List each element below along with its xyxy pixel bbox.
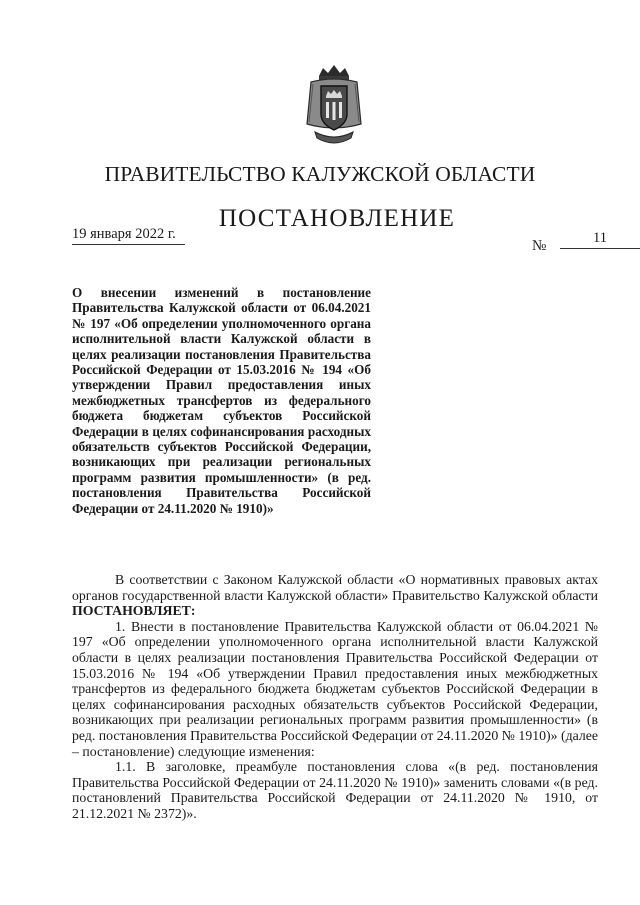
preamble-text: В соответствии с Законом Калужской области «О нормативных правовых актах органов государственной власти Калужской области» Правительство Калужской области	[72, 572, 598, 603]
document-date: 19 января 2022 г.	[72, 226, 185, 245]
preamble-paragraph	[72, 572, 598, 619]
organization-title: ПРАВИТЕЛЬСТВО КАЛУЖСКОЙ ОБЛАСТИ	[104, 162, 536, 186]
item-1-paragraph: 1. Внести в постановление Правительства Калужской области от 06.04.2021 № 197 «Об определении уполномоченного органа исполнительной власти Калужской области в целях реализации постановления Правительства Российской Федерации от 15.03.2016 № 194 «Об утверждении Правил предоставления иных межбюджетных трансфертов из федерального бюджета бюджетам субъектов Российской Федерации в целях софинансирования расходных обязательств субъектов Российской Федерации, возникающих при реализации региональных программ развития промышленности» (в ред. постановления Правительства Российской Федерации от 24.11.2020 № 1910)» (далее – постановление) следующие изменения:	[72, 618, 598, 759]
decree-word: ПОСТАНОВЛЯЕТ:	[72, 603, 196, 619]
number-label: №	[532, 238, 547, 254]
item-1-1-paragraph: 1.1. В заголовке, преамбуле постановления слова «(в ред. постановления Правительства Российской Федерации от 24.11.2020 № 1910)» заменить словами «(в ред. постановлений Правительства Российской Федерации от 24.11.2020 № 1910, от 21.12.2021 № 2372)».	[72, 759, 598, 821]
number-value: 11	[560, 230, 640, 249]
document-body	[72, 572, 598, 822]
coat-of-arms-icon	[301, 62, 367, 150]
document-subject: О внесении изменений в постановление Правительства Калужской области от 06.04.2021 № 197 «Об определении уполномоченного органа исполнительной власти Калужской области в целях реализации постановления Правительства Российской Федерации от 15.03.2016 № 194 «Об утверждении Правил предоставления иных межбюджетных трансфертов из федерального бюджета бюджетам субъектов Российской Федерации в целях софинансирования расходных обязательств субъектов Российской Федерации, возникающих при реализации региональных программ развития промышленности» (в ред. постановления Правительства Российской Федерации от 24.11.2020 № 1910)»	[72, 285, 371, 516]
document-type-title: ПОСТАНОВЛЕНИЕ	[218, 205, 456, 232]
